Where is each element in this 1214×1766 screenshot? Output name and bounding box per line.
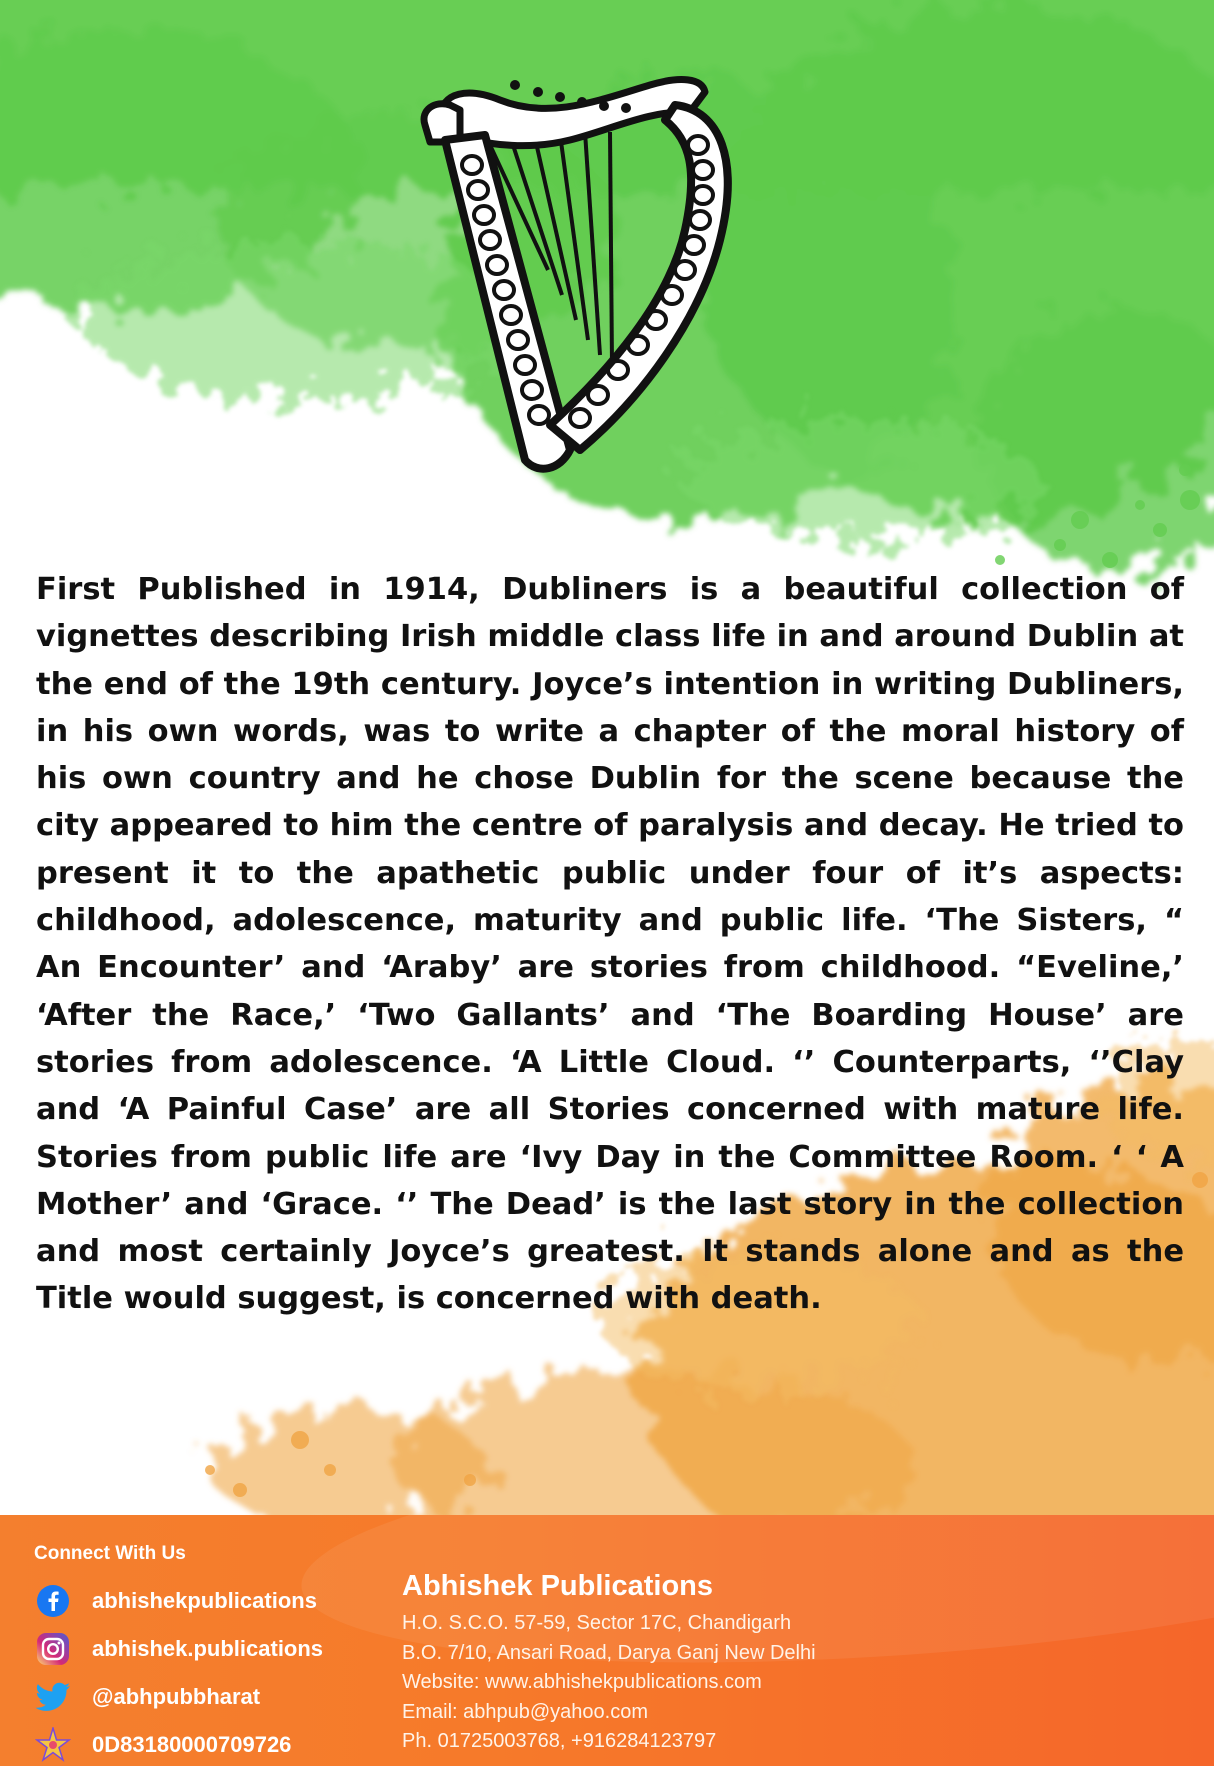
social-id[interactable] — [34, 1721, 364, 1766]
facebook-icon — [34, 1582, 72, 1620]
instagram-icon — [34, 1630, 72, 1668]
star-icon — [34, 1726, 72, 1764]
social-instagram[interactable] — [34, 1625, 364, 1673]
social-twitter[interactable] — [34, 1673, 364, 1721]
connect-title: Connect With Us — [34, 1543, 186, 1564]
id-number: 0D83180000709726 — [92, 1732, 292, 1757]
twitter-icon — [34, 1678, 72, 1716]
email-link[interactable]: Email: abhpub@yahoo.com — [402, 1700, 648, 1723]
book-description: First Published in 1914, Dubliners is a beautiful collection of vignettes describing Irish middle class life in and around Dublin at the end of the 19th century. Joyce’s intention in writing Dubliners, in his own words, was to write a chapter of the moral history of his own country and he chose Dublin for the scene because the city appeared to him the centre of paralysis and decay. He tried to present it to the apathetic public under four of it’s aspects: childhood, adolescence, maturity and public life. ‘The Sisters, “ An Encounter’ and ‘Araby’ are stories from childhood. “Eveline,’ ‘After the Race,’ ‘Two Gallants’ and ‘The Boarding House’ are stories from adolescence. ‘A Little Cloud. ‘’ Counterparts, ‘’Clay and ‘A Painful Case’ are all Stories concerned with mature life. Stories from public life are ‘Ivy Day in the Committee Room. ‘ ‘ A Mother’ and ‘Grace. ‘’ The Dead’ is the last story in the collection and most certainly Joyce’s greatest. It stands alone and as the Title would suggest, is concerned with death. — [36, 572, 1184, 1317]
company-info — [402, 1570, 816, 1757]
company-name: Abhishek Publications — [402, 1570, 713, 1602]
phone-numbers: Ph. 01725003768, +916284123797 — [402, 1730, 717, 1752]
social-links — [34, 1577, 364, 1766]
social-facebook[interactable] — [34, 1577, 364, 1625]
branch-office-address: B.O. 7/10, Ansari Road, Darya Ganj New Delhi — [402, 1641, 816, 1664]
twitter-handle: @abhpubbharat — [92, 1684, 261, 1709]
instagram-handle: abhishek.publications — [92, 1636, 324, 1661]
facebook-handle: abhishekpublications — [92, 1588, 317, 1613]
harp-illustration — [420, 50, 800, 510]
head-office-address: H.O. S.C.O. 57-59, Sector 17C, Chandigarh — [402, 1612, 792, 1634]
footer-bar — [0, 1515, 1214, 1766]
website-link[interactable]: Website: www.abhishekpublications.com — [402, 1671, 762, 1693]
